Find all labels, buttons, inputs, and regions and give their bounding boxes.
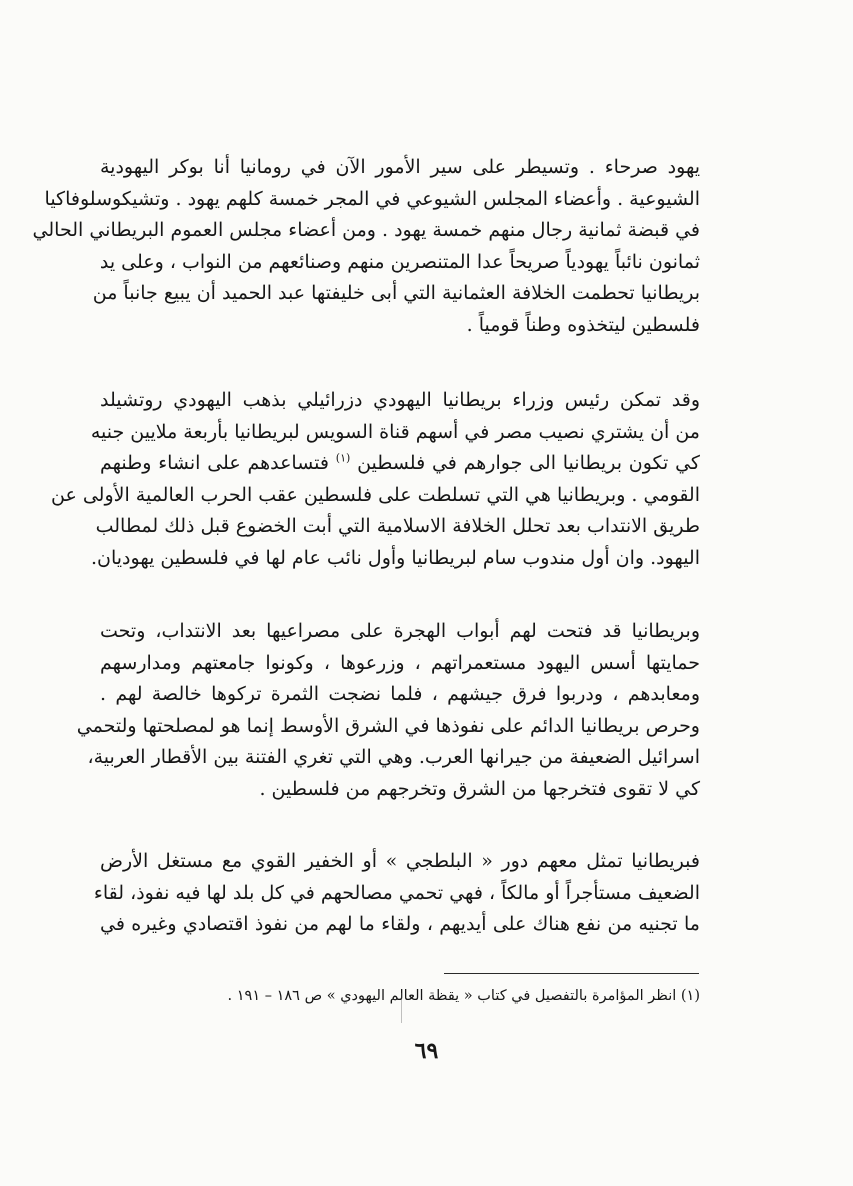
text-line: في قبضة ثمانية رجال منهم خمسة يهود . ومن أعضاء مجلس العموم البريطاني الحالي [32,219,700,241]
paragraph-2 [50,385,700,574]
text-line: ما تجنيه من نفع هناك على أيديهم ، ولقاء ما لهم من نفوذ اقتصادي وغيره في [100,913,700,935]
text-line: وبريطانيا قد فتحت لهم أبواب الهجرة على مصراعيها بعد الانتداب، وتحت [100,620,700,642]
text-line: وقد تمكن رئيس وزراء بريطانيا اليهودي دزرائيلي بذهب اليهودي روتشيلد [100,389,700,411]
text-segment: كي تكون بريطانيا الى جوارهم في فلسطين [357,452,700,474]
text-line: اليهود. وان أول مندوب سام لبريطانيا وأول نائب عام لها في فلسطين يهوديان. [90,546,700,569]
text-line-with-note [100,448,700,480]
text-line: بريطانيا تحطمت الخلافة العثمانية التي أبى خليفتها عبد الحميد أن يبيع جانباً من [92,282,700,304]
page-number: ٦٩ [414,1038,439,1064]
footnote-divider [444,973,699,974]
paragraph-4 [93,846,700,941]
text-segment: فتساعدهم على انشاء وطنهم [100,452,329,474]
paragraph-1 [32,152,700,341]
text-line: طريق الانتداب بعد تحلل الخلافة الاسلامية التي أبت الخضوع قبل ذلك لمطالب [95,515,700,537]
text-line: يهود صرحاء . وتسيطر على سير الأمور الآن في رومانيا أنا بوكر اليهودية [100,156,700,178]
text-line: فبريطانيا تمثل معهم دور « البلطجي » أو الخفير القوي مع مستغل الأرض [100,850,700,872]
text-line: ومعابدهم ، ودربوا فرق جيشهم ، فلما نضجت الثمرة تركوها خالصة لهم . [100,683,700,705]
text-line: فلسطين ليتخذوه وطناً قومياً . [466,313,700,336]
text-line: ثمانون نائباً يهودياً صريحاً عدا المتنصرين منهم وصنائعهم من النواب ، وعلى يد [99,250,700,273]
text-line: اسرائيل الضعيفة من جيرانها العرب. وهي التي تغري الفتنة بين الأقطار العربية، [87,746,700,768]
text-line: كي لا تقوى فتخرجها من الشرق وتخرجهم من فلسطين . [259,777,700,800]
text-line: الشيوعية . وأعضاء المجلس الشيوعي في المجر خمسة كلهم يهود . وتشيكوسلوفاكيا [44,187,700,210]
text-line: حمايتها أسس اليهود مستعمراتهم ، وزرعوها ، وكونوا جامعتهم ومدارسهم [100,651,700,674]
text-line: الضعيف مستأجراً أو مالكاً ، فهي تحمي مصالحهم في كل بلد لها فيه نفوذ، لقاء [93,881,700,904]
paragraph-3 [76,616,700,805]
text-line: من أن يشتري نصيب مصر في أسهم قناة السويس لبريطانيا بأربعة ملايين جنيه [90,420,700,443]
scan-artifact [401,993,402,1023]
text-line: القومي . وبريطانيا هي التي تسلطت على فلسطين عقب الحرب العالمية الأولى عن [50,483,700,506]
footnote-marker: (١) [335,451,351,465]
text-line: وحرص بريطانيا الدائم على نفوذها في الشرق الأوسط إنما هو لمصلحتها ولتحمي [76,714,700,737]
footnote: (١) انظر المؤامرة بالتفصيل في كتاب « يقظة العالم اليهودي » ص ١٨٦ – ١٩١ . [227,988,700,1004]
